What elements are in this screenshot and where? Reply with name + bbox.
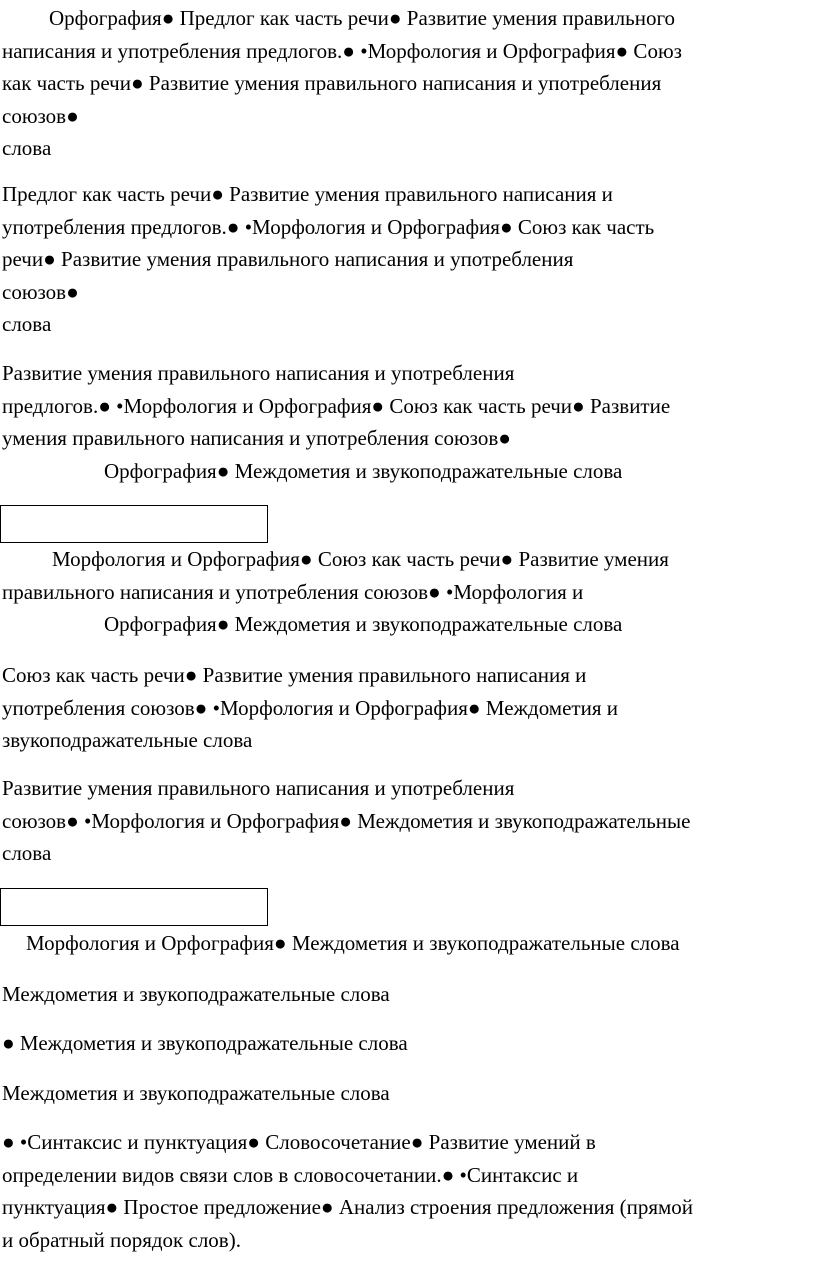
text-line: Орфография● Предлог как часть речи● Развитие умения правильного: [49, 6, 676, 30]
text-line: Орфография● Междометия и звукоподражательные слова: [104, 458, 623, 483]
paragraph-11: [2, 1126, 812, 1256]
text-line: Междометия и звукоподражательные слова: [2, 982, 390, 1006]
text-line: союзов●: [2, 279, 79, 304]
paragraph-2: [2, 178, 812, 341]
text-line: слова: [2, 841, 52, 865]
text-line: союзов● •Морфология и Орфография● Междометия и звукоподражательные: [2, 808, 691, 833]
text-line: ● •Синтаксис и пунктуация● Словосочетание● Развитие умений в: [2, 1130, 596, 1154]
text-line: звукоподражательные слова: [2, 728, 253, 752]
text-line: предлогов.● •Морфология и Орфография● Союз как часть речи● Развитие: [2, 393, 671, 418]
paragraph-4: [2, 543, 812, 641]
text-line: слова: [2, 312, 52, 336]
text-line: слова: [2, 136, 52, 160]
paragraph-5: [2, 659, 812, 757]
text-line: употребления союзов● •Морфология и Орфография● Междометия и: [2, 695, 618, 720]
text-line: Морфология и Орфография● Междометия и звукоподражательные слова: [26, 931, 680, 955]
text-line: Союз как часть речи● Развитие умения правильного написания и: [2, 663, 587, 687]
text-line: Междометия и звукоподражательные слова: [2, 1081, 390, 1105]
text-line: как часть речи● Развитие умения правильного написания и употребления: [2, 71, 662, 95]
text-line: умения правильного написания и употребления союзов●: [2, 426, 511, 450]
paragraph-10: [2, 1077, 812, 1110]
text-line: речи● Развитие умения правильного написания и употребления: [2, 247, 574, 271]
text-line: и обратный порядок слов).: [2, 1227, 241, 1252]
text-line: пунктуация● Простое предложение● Анализ строения предложения (прямой: [2, 1195, 694, 1219]
empty-text-box: [0, 888, 268, 926]
text-line: определении видов связи слов в словосочетании.● •Синтаксис и: [2, 1162, 579, 1187]
text-line: союзов●: [2, 103, 79, 128]
text-line: Орфография● Междометия и звукоподражательные слова: [104, 612, 623, 636]
paragraph-3: [2, 357, 812, 487]
paragraph-9: [2, 1027, 812, 1060]
paragraph-7: [2, 927, 812, 960]
text-line: Предлог как часть речи● Развитие умения правильного написания и: [2, 182, 613, 206]
text-line: Морфология и Орфография● Союз как часть речи● Развитие умения: [52, 547, 669, 571]
empty-text-box: [0, 505, 268, 543]
text-line: написания и употребления предлогов.● •Морфология и Орфография● Союз: [2, 38, 682, 63]
text-line: Развитие умения правильного написания и употребления: [2, 361, 515, 385]
paragraph-1: [2, 2, 812, 165]
text-line: Развитие умения правильного написания и употребления: [2, 776, 515, 800]
text-line: ● Междометия и звукоподражательные слова: [2, 1031, 408, 1055]
text-line: правильного написания и употребления союзов● •Морфология и: [2, 579, 584, 604]
paragraph-6: [2, 772, 812, 870]
paragraph-8: [2, 978, 812, 1011]
text-line: употребления предлогов.● •Морфология и Орфография● Союз как часть: [2, 214, 655, 239]
